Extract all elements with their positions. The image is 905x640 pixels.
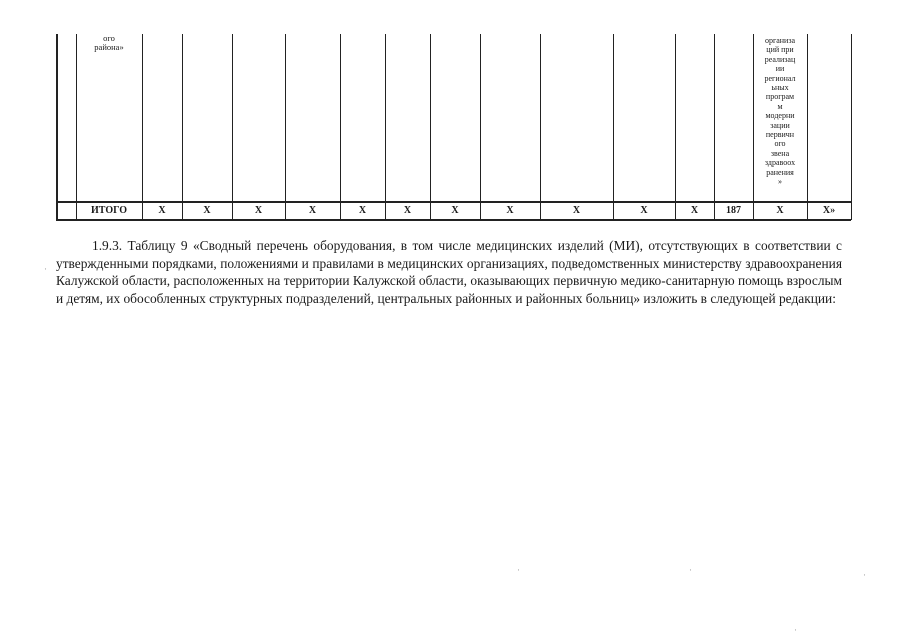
- table-column-border: [430, 34, 431, 220]
- table-column-border: [675, 34, 676, 220]
- scan-speck: ·: [794, 625, 797, 635]
- scan-speck: ·: [689, 565, 692, 575]
- table-column-border: [613, 34, 614, 220]
- total-value-cell: Х: [203, 205, 211, 216]
- table-column-border: [232, 34, 233, 220]
- table-column-border: [480, 34, 481, 220]
- total-value-cell: Х: [254, 205, 263, 216]
- scan-speck: ·: [44, 264, 47, 274]
- total-value-cell: Х: [776, 205, 784, 216]
- table-column-border: [714, 34, 715, 220]
- scan-speck: ·: [517, 565, 520, 575]
- total-value-cell: Х: [690, 205, 699, 216]
- table-column-border: [385, 34, 386, 220]
- table-row-border: [56, 219, 851, 221]
- district-name-cell: ого района»: [94, 33, 124, 53]
- table-column-border: [182, 34, 183, 220]
- table-column-border: [807, 34, 808, 220]
- table-column-border: [142, 34, 143, 220]
- total-label: ИТОГО: [91, 205, 127, 216]
- total-value-cell: Х: [158, 205, 166, 216]
- table-column-border: [340, 34, 341, 220]
- total-value-cell: Х: [640, 205, 648, 216]
- total-value-cell: Х: [358, 205, 367, 216]
- total-value-cell: Х: [451, 205, 459, 216]
- table-column-border: [851, 34, 852, 220]
- table-column-border: [56, 34, 58, 220]
- total-value-cell: Х: [506, 205, 514, 216]
- total-value-cell: Х: [403, 205, 412, 216]
- table-column-border: [285, 34, 286, 220]
- total-value-cell: Х»: [822, 205, 836, 216]
- table-column-border: [76, 34, 77, 220]
- scan-speck: ·: [863, 570, 866, 580]
- note-cell: организа ций при реализац ии регионал ьных програм м модерни зации первичн ого звена здравоох ранения »: [764, 36, 796, 187]
- total-value-cell: Х: [308, 205, 317, 216]
- section-paragraph-1-9-3: 1.9.3. Таблицу 9 «Сводный перечень оборудования, в том числе медицинских изделий (МИ), отсутствующих в соответствии с утвержденными порядками, положениями и правилами в медицинских организациях, подведомственных министерству здравоохранения Калужской области, расположенных на территории Калужской области, оказывающих первичную медико-санитарную помощь взрослым и детям, их обособленных структурных подразделений, центральных районных и районных больниц» изложить в следующей редакции:: [56, 238, 842, 306]
- total-value-cell: 187: [726, 205, 741, 216]
- table-column-border: [540, 34, 541, 220]
- total-value-cell: Х: [572, 205, 581, 216]
